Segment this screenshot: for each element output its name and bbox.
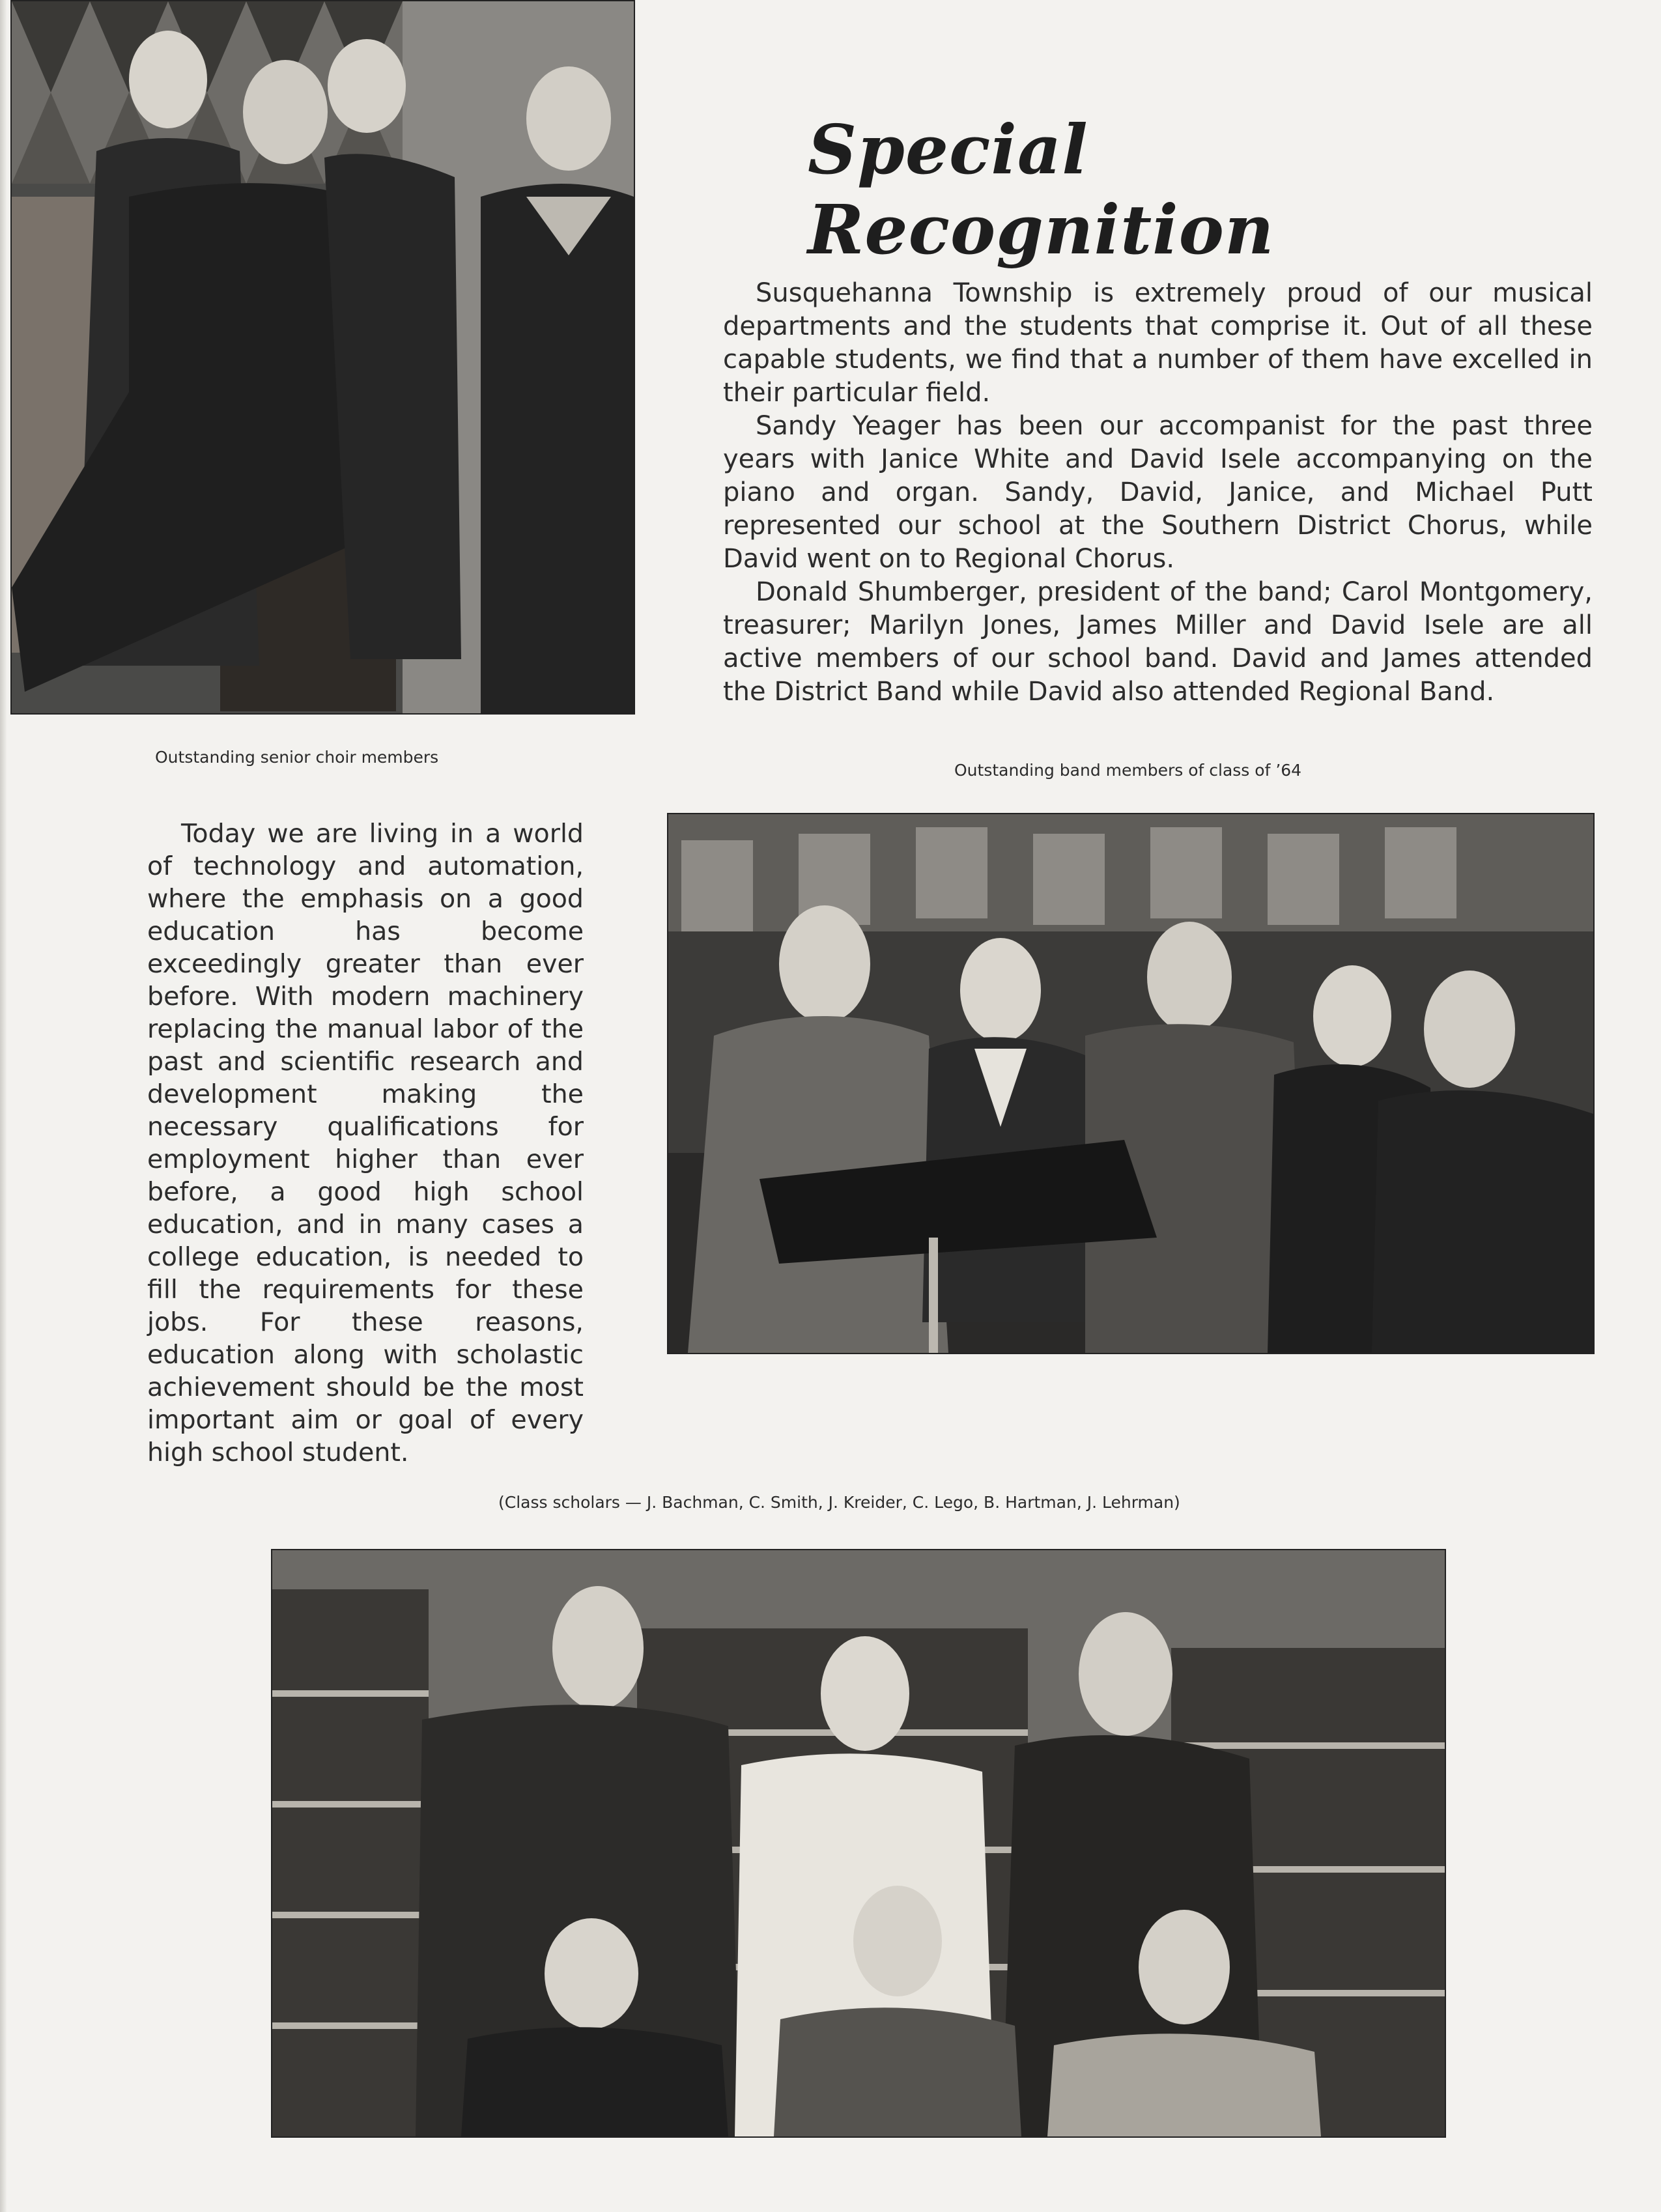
intro-paragraph: Sandy Yeager has been our accompanist for the past three years with Janice White and David Isele accompanying on the piano and organ. Sandy, David, Janice, and Michael Putt represented our school at the Southern District Chorus, while David went on to Regional Chorus. — [723, 411, 1593, 574]
choir-photo — [10, 0, 635, 715]
essay-paragraph: Today we are living in a world of technology and automation, where the emphasis on a good education has become exceedingly greater than ever before. With modern machinery replacing the manual labor of the past and scientific research and development making the necessary qualifications for employment higher than ever before, a good high school education, and in many cases a college education, is needed to fill the requirements for these jobs. For these reasons, education along with scholastic achievement should be the most important aim or goal of every high school student. — [147, 819, 584, 1468]
band-photo — [667, 813, 1595, 1354]
scholars-caption: (Class scholars — J. Bachman, C. Smith, J. Kreider, C. Lego, B. Hartman, J. Lehrman) — [498, 1493, 1180, 1512]
page-title: Special Recognition — [808, 109, 1275, 270]
intro-paragraph: Susquehanna Township is extremely proud of our musical departments and the students that comprise it. Out of all these capable students, we find that a number of them have excelled in their particular field. — [723, 278, 1593, 408]
intro-paragraph: Donald Shumberger, president of the band; Carol Montgomery, treasurer; Marilyn Jones, James Miller and David Isele are all active members of our school band. David and James attended the District Band while David also attended Regional Band. — [723, 577, 1593, 707]
choir-caption: Outstanding senior choir members — [155, 748, 439, 767]
binding-edge — [0, 0, 7, 2212]
essay-text — [147, 817, 584, 1469]
scholars-photo — [271, 1549, 1446, 2138]
intro-text — [723, 277, 1593, 709]
band-caption: Outstanding band members of class of ’64 — [954, 761, 1302, 780]
